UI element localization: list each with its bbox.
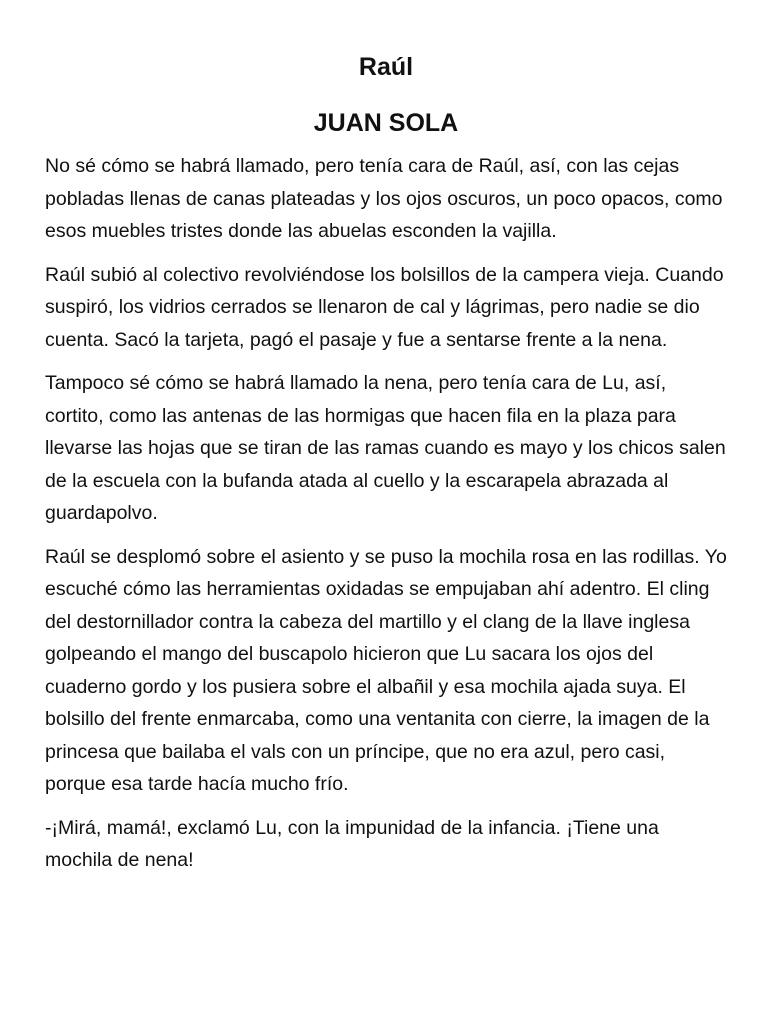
paragraph-4: Raúl se desplomó sobre el asiento y se puso la mochila rosa en las rodillas. Yo escuché cómo las herramientas oxidadas se empujaban ahí adentro. El cling del destornillador contra la cabeza del martillo y el clang de la llave inglesa golpeando el mango del buscapolo hicieron que Lu sacara los ojos del cuaderno gordo y los pusiera sobre el albañil y esa mochila ajada suya. El bolsillo del frente enmarcaba, como una ventanita con cierre, la imagen de la princesa que bailaba el vals con un príncipe, que no era azul, pero casi, porque esa tarde hacía mucho frío. — [45, 545, 727, 795]
paragraph-2: Raúl subió al colectivo revolviéndose los bolsillos de la campera vieja. Cuando suspiró, los vidrios cerrados se llenaron de cal y lágrimas, pero nadie se dio cuenta. Sacó la tarjeta, pagó el pasaje y fue a sentarse frente a la nena. — [45, 263, 724, 351]
paragraph-5: -¡Mirá, mamá!, exclamó Lu, con la impunidad de la infancia. ¡Tiene una mochila de nena! — [45, 816, 659, 871]
paragraph-3: Tampoco sé cómo se habrá llamado la nena, pero tenía cara de Lu, así, cortito, como las antenas de las hormigas que hacen fila en la plaza para llevarse las hojas que se tiran de las ramas cuando es mayo y los chicos salen de la escuela con la bufanda atada al cuello y la escarapela abrazada al guardapolvo. — [45, 372, 726, 524]
document-page — [45, 48, 727, 888]
story-title: Raúl — [358, 53, 414, 81]
author-name: JUAN SOLA — [313, 109, 459, 137]
paragraph-1: No sé cómo se habrá llamado, pero tenía cara de Raúl, así, con las cejas pobladas llenas de canas plateadas y los ojos oscuros, un poco opacos, como esos muebles tristes donde las abuelas esconden la vajilla. — [45, 155, 723, 242]
